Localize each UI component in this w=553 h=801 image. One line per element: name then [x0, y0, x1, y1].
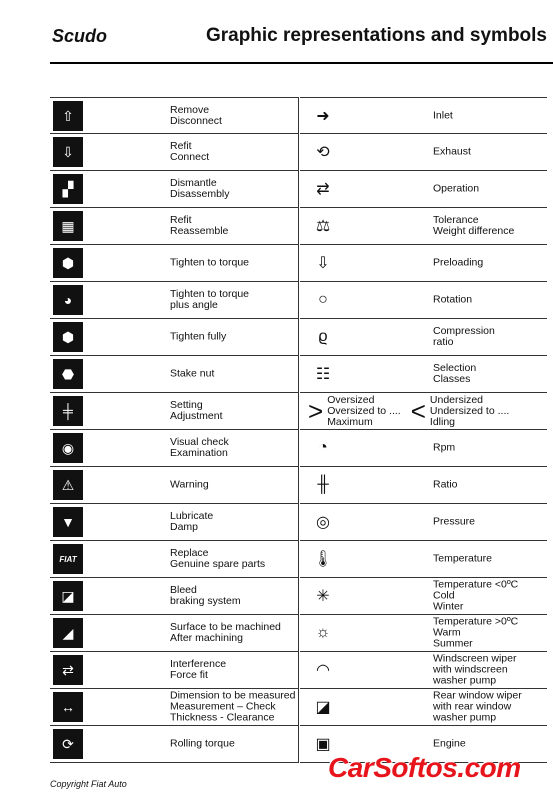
model-title: Scudo	[52, 26, 108, 46]
greater-than-icon: >	[308, 395, 324, 426]
description-line: with rear window	[433, 700, 512, 713]
description-line: Dismantle	[170, 177, 217, 189]
undersize-label: Idling	[429, 415, 456, 428]
symbol-row	[300, 319, 547, 356]
symbol-description	[433, 363, 476, 385]
temperature-icon: 🌡	[312, 551, 334, 568]
header-rule	[50, 62, 553, 64]
description-line: Inlet	[433, 109, 453, 121]
description-line: Temperature <0ºC	[433, 578, 519, 591]
symbol-description	[433, 258, 483, 269]
bleed-brakes-icon: ◪	[53, 581, 83, 611]
description-line: Tighten to torque	[170, 256, 249, 269]
setting-adjustment-icon: ╪	[53, 396, 83, 426]
description-line: Warm	[433, 626, 461, 639]
description-line: plus angle	[170, 299, 218, 311]
symbol-row	[300, 393, 547, 430]
symbol-row	[50, 689, 298, 726]
symbol-icon-cell	[50, 359, 160, 389]
symbol-icon-cell	[50, 581, 160, 611]
description-line: Rotation	[433, 293, 473, 306]
symbol-icon-cell	[308, 507, 418, 537]
symbol-icon-cell	[50, 433, 160, 463]
symbol-row	[50, 171, 298, 208]
tighten-fully-icon: ⬢	[53, 322, 83, 352]
description-line: washer pump	[433, 711, 497, 724]
description-line: Refit	[170, 140, 192, 152]
description-line: Ratio	[433, 478, 458, 491]
description-line: Thickness - Clearance	[170, 711, 275, 724]
description-line: braking system	[170, 595, 241, 607]
description-line: Remove	[170, 103, 210, 116]
description-line: Bleed	[170, 584, 197, 596]
symbol-icon-cell	[50, 174, 160, 204]
tighten-angle-icon: ◕	[53, 285, 83, 315]
inlet-icon: ➜	[316, 108, 330, 125]
symbol-row	[300, 282, 547, 319]
windscreen-wiper-icon: ◠	[316, 662, 330, 679]
description-line: After machining	[170, 632, 243, 644]
description-line: Operation	[433, 182, 480, 195]
description-line: Visual check	[170, 436, 229, 448]
description-line: Refit	[170, 214, 192, 226]
symbol-description	[433, 617, 518, 650]
symbol-row	[300, 245, 547, 282]
symbol-description	[433, 215, 514, 237]
symbol-icon-cell	[308, 137, 418, 167]
symbol-row	[50, 245, 298, 282]
description-line: Tighten fully	[170, 330, 227, 343]
description-line: Examination	[170, 447, 228, 459]
description-line: Warning	[170, 478, 209, 491]
symbol-row	[50, 97, 298, 134]
description-line: Cold	[433, 589, 455, 602]
description-line: with windscreen	[433, 663, 508, 676]
symbol-description	[170, 141, 209, 163]
description-line: Temperature >0ºC	[433, 615, 519, 628]
description-line: Disconnect	[170, 114, 222, 127]
description-line: Winter	[433, 600, 464, 613]
description-line: Rolling torque	[170, 737, 235, 750]
symbol-description	[170, 659, 226, 681]
oversize-labels	[327, 395, 401, 428]
symbol-description	[170, 691, 295, 724]
description-line: Surface to be machined	[170, 621, 281, 633]
rotation-icon: ○	[318, 291, 328, 308]
refit-connect-icon: ⇩	[53, 137, 83, 167]
symbol-description	[433, 480, 458, 491]
warm-icon: ☼	[315, 624, 331, 641]
description-line: Rear window wiper	[433, 689, 522, 702]
symbol-icon-cell	[50, 470, 160, 500]
symbol-row	[300, 689, 547, 726]
lubricate-icon: ▼	[53, 507, 83, 537]
tighten-torque-icon: ⬢	[53, 248, 83, 278]
symbol-row	[50, 615, 298, 652]
symbol-icon-cell	[308, 655, 418, 685]
symbol-icon-cell	[50, 692, 160, 722]
description-line: Engine	[433, 737, 466, 750]
symbol-description	[170, 332, 226, 343]
description-line: Rpm	[433, 441, 456, 454]
symbol-row	[50, 726, 298, 763]
stake-nut-icon: ⬣	[53, 359, 83, 389]
rpm-icon: ◔	[318, 439, 328, 456]
description-line: washer pump	[433, 674, 497, 687]
symbol-icon-cell	[50, 729, 160, 759]
warning-icon: ⚠	[53, 470, 83, 500]
symbol-icon-cell	[308, 101, 418, 131]
symbol-row	[50, 319, 298, 356]
visual-check-icon: ◉	[53, 433, 83, 463]
symbol-description	[433, 295, 472, 306]
symbol-icon-cell	[308, 433, 418, 463]
description-line: Force fit	[170, 669, 208, 681]
description-line: Damp	[170, 521, 199, 533]
symbol-row	[50, 652, 298, 689]
symbol-icon-cell	[308, 544, 418, 574]
description-line: Exhaust	[433, 145, 471, 158]
symbol-icon-cell	[50, 322, 160, 352]
description-line: Weight difference	[433, 225, 515, 237]
compression-ratio-icon: ϱ	[318, 328, 328, 345]
symbol-description	[170, 622, 281, 644]
column-divider	[298, 97, 299, 763]
symbol-row	[50, 356, 298, 393]
tolerance-icon: ⚖	[315, 218, 331, 235]
description-line: Disassembly	[170, 188, 230, 200]
symbol-icon-cell	[308, 393, 548, 428]
symbol-description	[170, 400, 223, 422]
reassemble-icon: ▦	[53, 211, 83, 241]
symbol-row	[50, 134, 298, 171]
operation-icon: ⇄	[316, 181, 330, 198]
symbol-row	[300, 134, 547, 171]
symbol-row	[50, 541, 298, 578]
description-line: Adjustment	[170, 410, 223, 422]
rolling-torque-icon: ⟳	[53, 729, 83, 759]
symbol-row	[300, 356, 547, 393]
symbol-description	[433, 326, 495, 348]
symbol-description	[433, 691, 522, 724]
symbol-description	[170, 511, 213, 533]
symbol-description	[433, 517, 475, 528]
description-line: Summer	[433, 637, 473, 650]
oversize-label: Oversized to ....	[327, 404, 401, 417]
symbol-row	[300, 615, 547, 652]
rear-wiper-icon: ◪	[315, 699, 331, 716]
oversize-label: Oversized	[327, 393, 375, 406]
symbol-icon-cell	[50, 285, 160, 315]
description-line: Reassemble	[170, 225, 229, 237]
symbol-icon-cell	[308, 285, 418, 315]
oversize-label: Maximum	[327, 415, 373, 428]
description-line: Interference	[170, 658, 227, 670]
symbol-description	[433, 580, 518, 613]
symbol-icon-cell	[308, 322, 418, 352]
symbol-description	[170, 739, 235, 750]
description-line: Dimension to be measured	[170, 689, 296, 702]
symbol-icon-cell	[308, 248, 418, 278]
symbol-row	[300, 97, 547, 134]
fiat-parts-icon: FIAT	[53, 544, 83, 574]
undersize-label: Undersized to ....	[429, 404, 510, 417]
description-line: Setting	[170, 399, 203, 411]
cold-icon: ✳	[316, 588, 330, 605]
symbol-description	[170, 105, 222, 127]
engine-icon: ▣	[315, 736, 331, 753]
symbol-description	[433, 554, 492, 565]
description-line: ratio	[433, 336, 454, 348]
symbol-description	[170, 585, 241, 607]
dismantle-icon: ▞	[53, 174, 83, 204]
description-line: Genuine spare parts	[170, 558, 266, 570]
surface-machined-icon: ◢	[53, 618, 83, 648]
symbol-description	[433, 147, 471, 158]
symbol-description	[433, 184, 479, 195]
undersize-label: Undersized	[429, 393, 484, 406]
description-line: Preloading	[433, 256, 484, 269]
symbol-row	[50, 282, 298, 319]
oversize-undersize-group	[308, 395, 548, 428]
symbol-icon-cell	[308, 581, 418, 611]
ratio-icon: ╫	[317, 476, 329, 493]
symbol-icon-cell	[50, 101, 160, 131]
symbol-icon-cell	[50, 507, 160, 537]
symbol-row	[300, 578, 547, 615]
description-line: Pressure	[433, 515, 476, 528]
symbol-icon-cell	[308, 692, 418, 722]
less-than-icon: <	[410, 395, 426, 426]
description-line: Measurement – Check	[170, 700, 276, 713]
symbol-icon-cell	[308, 470, 418, 500]
interference-fit-icon: ⇄	[53, 655, 83, 685]
symbols-left-column	[50, 97, 298, 763]
symbol-description	[433, 739, 466, 750]
symbol-icon-cell	[50, 137, 160, 167]
description-line: Selection	[433, 362, 477, 374]
symbol-row	[300, 652, 547, 689]
symbol-row	[300, 541, 547, 578]
dimension-measure-icon: ↔	[53, 692, 83, 722]
undersize-labels	[430, 395, 509, 428]
symbol-row	[50, 578, 298, 615]
symbol-description	[433, 443, 455, 454]
symbol-row	[50, 393, 298, 430]
symbol-row	[50, 430, 298, 467]
symbol-icon-cell	[308, 618, 418, 648]
description-line: Windscreen wiper	[433, 652, 517, 665]
symbol-icon-cell	[50, 248, 160, 278]
symbol-description	[170, 369, 214, 380]
symbol-description	[433, 654, 516, 687]
symbols-right-column	[300, 97, 547, 763]
symbol-row	[300, 504, 547, 541]
selection-classes-icon: ☷	[315, 366, 331, 383]
symbol-row	[300, 171, 547, 208]
remove-disconnect-icon: ⇧	[53, 101, 83, 131]
symbol-row	[50, 208, 298, 245]
symbol-row	[50, 467, 298, 504]
symbol-icon-cell	[308, 174, 418, 204]
symbol-row	[300, 208, 547, 245]
symbol-description	[170, 548, 265, 570]
exhaust-icon: ⟲	[316, 144, 330, 161]
symbol-description	[170, 289, 249, 311]
symbol-icon-cell	[308, 359, 418, 389]
symbol-icon-cell	[50, 618, 160, 648]
pressure-icon: ◎	[316, 514, 330, 531]
symbol-description	[433, 110, 453, 121]
symbol-description	[170, 437, 229, 459]
symbol-row	[300, 467, 547, 504]
description-line: Lubricate	[170, 510, 214, 522]
description-line: Replace	[170, 547, 209, 559]
symbol-icon-cell	[50, 211, 160, 241]
description-line: Connect	[170, 151, 210, 163]
copyright-footer: Copyright Fiat Auto	[50, 779, 127, 789]
description-line: Compression	[433, 325, 495, 337]
symbol-icon-cell	[50, 655, 160, 685]
preloading-icon: ⇩	[316, 255, 330, 272]
symbol-description	[170, 480, 209, 491]
page-title: Graphic representations and symbols	[205, 25, 547, 46]
description-line: Tolerance	[433, 214, 479, 226]
description-line: Temperature	[433, 552, 492, 565]
description-line: Classes	[433, 373, 471, 385]
symbol-row	[50, 504, 298, 541]
symbol-description	[170, 258, 249, 269]
symbol-icon-cell	[50, 396, 160, 426]
symbol-description	[170, 178, 230, 200]
watermark-logo: CarSoftos.com	[328, 752, 521, 783]
symbol-icon-cell	[50, 544, 160, 574]
description-line: Stake nut	[170, 367, 215, 380]
symbol-icon-cell	[308, 211, 418, 241]
symbol-row	[300, 430, 547, 467]
symbol-description	[170, 215, 228, 237]
description-line: Tighten to torque	[170, 288, 249, 300]
